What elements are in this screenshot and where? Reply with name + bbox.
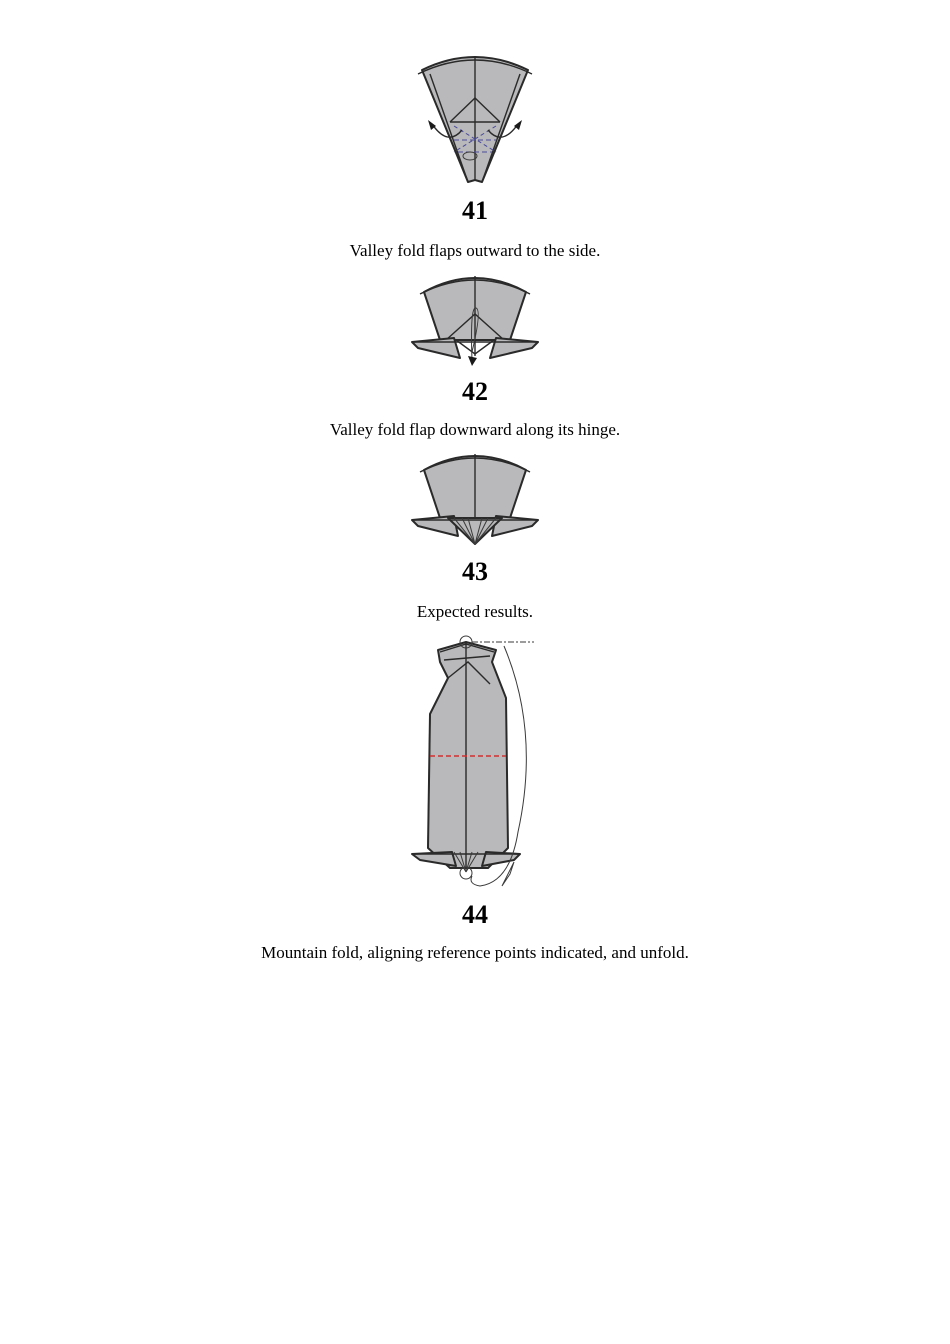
step-number-42: 42 bbox=[462, 377, 488, 406]
origami-diagram-43 bbox=[410, 448, 540, 548]
step-caption-44: Mountain fold, aligning reference points indicated, and unfold. bbox=[261, 943, 689, 962]
step-caption-41: Valley fold flaps outward to the side. bbox=[349, 241, 601, 260]
origami-diagram-44 bbox=[410, 632, 540, 892]
step-number-43: 43 bbox=[462, 557, 488, 586]
step-number-44: 44 bbox=[462, 900, 488, 929]
origami-diagram-42 bbox=[410, 270, 540, 370]
step-caption-43: Expected results. bbox=[416, 602, 534, 621]
step-caption-42: Valley fold flap downward along its hinge. bbox=[329, 420, 621, 439]
origami-diagram-41 bbox=[410, 52, 540, 192]
step-number-41: 41 bbox=[462, 196, 488, 225]
